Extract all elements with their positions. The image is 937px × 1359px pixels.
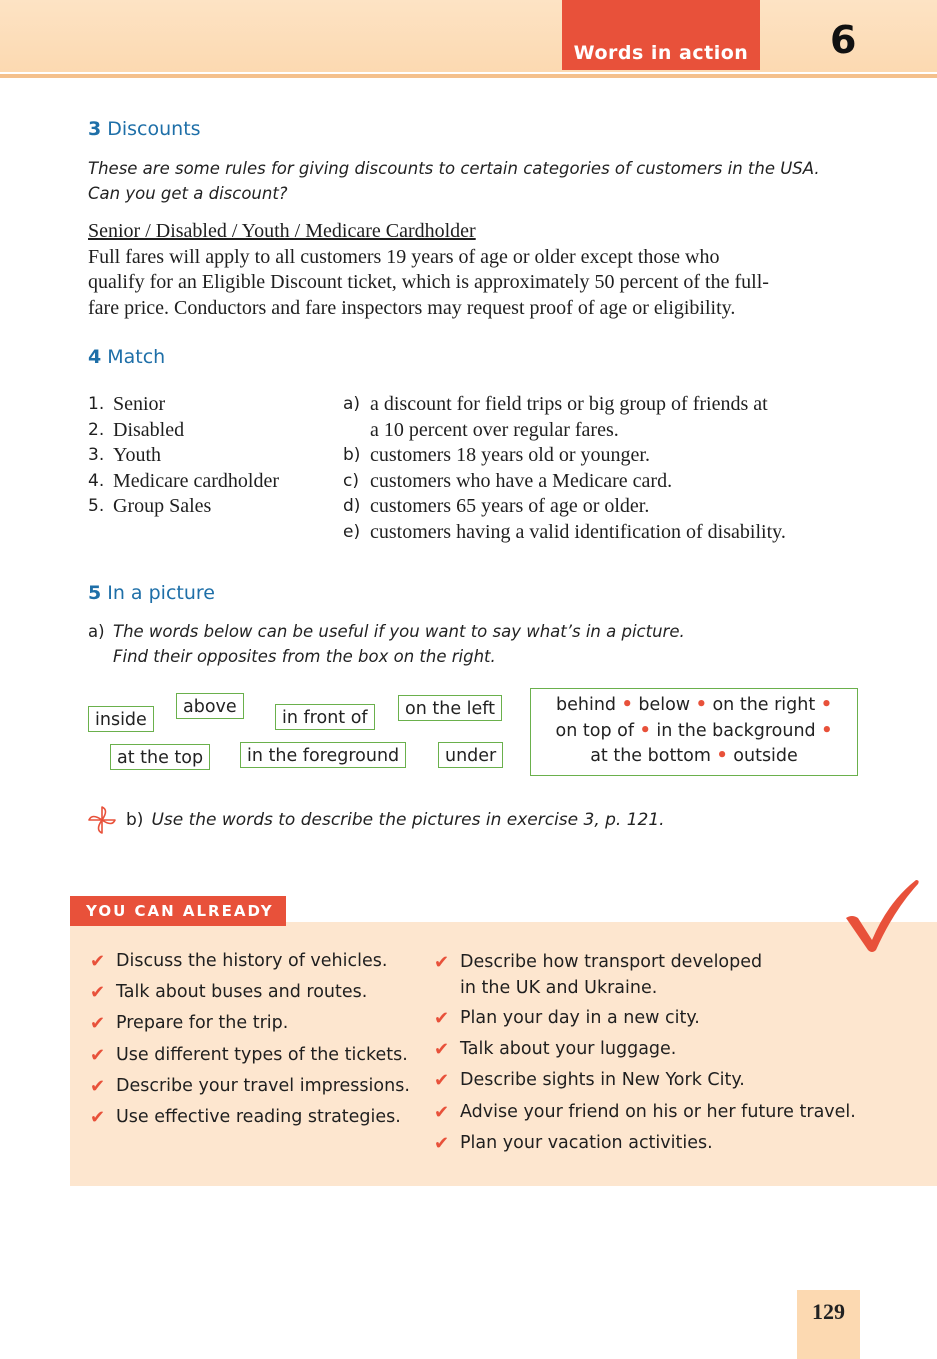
exercise-number: 3 bbox=[88, 118, 102, 140]
list-item bbox=[434, 1006, 874, 1032]
checkmark-icon: ✔ bbox=[90, 1044, 106, 1066]
list-item bbox=[434, 1068, 874, 1094]
skill-text: Use different types of the tickets. bbox=[116, 1044, 408, 1065]
skill-text bbox=[460, 950, 762, 1001]
item-label: 2. bbox=[88, 419, 105, 440]
match-right-list bbox=[343, 392, 883, 545]
bullet-icon: • bbox=[639, 720, 651, 741]
pinwheel-icon bbox=[86, 804, 118, 836]
word-box: in front of bbox=[275, 704, 375, 730]
skill-text: Plan your vacation activities. bbox=[460, 1132, 713, 1153]
item-label: d) bbox=[343, 496, 361, 516]
checkmark-icon: ✔ bbox=[90, 1106, 106, 1128]
exercise-3-intro bbox=[88, 156, 820, 206]
item-text: customers 65 years of age or older. bbox=[370, 495, 650, 517]
skill-text: Plan your day in a new city. bbox=[460, 1008, 700, 1028]
list-item bbox=[88, 392, 328, 418]
instruction-line: The words below can be useful if you want to say what’s in a picture. bbox=[113, 622, 685, 641]
checkmark-icon: ✔ bbox=[434, 1039, 450, 1061]
match-left-list bbox=[88, 392, 328, 520]
intro-line: These are some rules for giving discounts to certain categories of customers in the USA. bbox=[88, 159, 820, 178]
checkmark-icon: ✔ bbox=[434, 1008, 450, 1029]
list-item bbox=[90, 980, 430, 1006]
item-text: Senior bbox=[113, 393, 166, 415]
header-band bbox=[0, 0, 937, 72]
list-item bbox=[88, 494, 328, 520]
list-item bbox=[88, 469, 328, 495]
opposites-box bbox=[530, 688, 858, 776]
list-item bbox=[88, 418, 328, 444]
exercise-5-heading bbox=[88, 582, 215, 604]
list-item bbox=[434, 1131, 874, 1157]
bullet-icon: • bbox=[621, 695, 633, 715]
item-label: a) bbox=[88, 622, 105, 641]
list-item bbox=[343, 418, 883, 444]
section-tab bbox=[562, 0, 760, 70]
list-item bbox=[343, 469, 883, 495]
item-text: customers who have a Medicare card. bbox=[370, 469, 673, 492]
instruction-text: Use the words to describe the pictures in exercise 3, p. 121. bbox=[151, 810, 665, 830]
opposite-word: on the right bbox=[712, 695, 816, 715]
word-box: in the foreground bbox=[240, 742, 406, 768]
skill-text: Talk about buses and routes. bbox=[116, 982, 368, 1003]
bullet-icon: • bbox=[695, 695, 707, 715]
exercise-number: 5 bbox=[88, 582, 102, 604]
list-item bbox=[343, 392, 883, 418]
checkmark-icon: ✔ bbox=[434, 1070, 450, 1092]
skill-text: Describe sights in New York City. bbox=[460, 1070, 745, 1091]
skills-list-left bbox=[90, 949, 430, 1136]
list-item bbox=[90, 1043, 430, 1069]
exercise-5b-line bbox=[126, 810, 665, 830]
skill-text: Describe your travel impressions. bbox=[116, 1075, 410, 1096]
intro-line: Can you get a discount? bbox=[88, 184, 288, 203]
opposite-word: outside bbox=[733, 746, 798, 766]
list-item bbox=[90, 1074, 430, 1100]
exercise-title: Match bbox=[107, 346, 166, 368]
checkmark-icon: ✔ bbox=[434, 1132, 450, 1154]
exercise-number: 4 bbox=[88, 346, 102, 368]
rule-title: Senior / Disabled / Youth / Medicare Cardholder bbox=[88, 220, 476, 242]
section-title: Words in action bbox=[573, 42, 749, 64]
list-item bbox=[434, 950, 874, 1001]
skill-text-line: Describe how transport developed bbox=[460, 952, 763, 972]
header-rule bbox=[0, 74, 937, 78]
item-text: customers 18 years old or younger. bbox=[370, 444, 650, 466]
list-item bbox=[90, 949, 430, 975]
skill-text: Talk about your luggage. bbox=[460, 1039, 677, 1060]
chapter-number: 6 bbox=[830, 18, 857, 62]
bullet-icon: • bbox=[821, 720, 833, 741]
item-label: b) bbox=[126, 810, 144, 830]
word-box: above bbox=[176, 693, 244, 719]
item-text: customers having a valid identification of disability. bbox=[370, 520, 786, 543]
exercise-4-heading bbox=[88, 346, 165, 368]
you-can-already-title: YOU CAN ALREADY bbox=[70, 896, 286, 926]
skill-text: Discuss the history of vehicles. bbox=[116, 951, 388, 971]
checkmark-icon: ✔ bbox=[90, 982, 106, 1004]
discount-rules bbox=[88, 219, 878, 321]
skill-text: Advise your friend on his or her future travel. bbox=[460, 1101, 856, 1122]
list-item bbox=[343, 520, 883, 546]
list-item bbox=[90, 1011, 430, 1037]
bullet-icon: • bbox=[716, 746, 728, 766]
checkmark-icon: ✔ bbox=[90, 951, 106, 972]
list-item bbox=[343, 494, 883, 520]
list-item bbox=[434, 1037, 874, 1063]
skill-text-line: in the UK and Ukraine. bbox=[460, 977, 658, 998]
list-item bbox=[88, 443, 328, 469]
checkmark-icon: ✔ bbox=[434, 952, 450, 973]
exercise-title: In a picture bbox=[107, 582, 215, 604]
instruction-line: Find their opposites from the box on the right. bbox=[113, 647, 496, 666]
rule-line: qualify for an Eligible Discount ticket, which is approximately 50 percent of the full- bbox=[88, 271, 769, 293]
exercise-3-heading bbox=[88, 118, 201, 140]
item-text: Medicare cardholder bbox=[113, 469, 280, 492]
item-label: 4. bbox=[88, 470, 105, 491]
word-box: at the top bbox=[110, 744, 210, 770]
skill-text: Use effective reading strategies. bbox=[116, 1106, 401, 1127]
rule-line: fare price. Conductors and fare inspectors may request proof of age or eligibility. bbox=[88, 296, 736, 319]
item-label: 3. bbox=[88, 445, 105, 465]
item-label: a) bbox=[343, 394, 361, 414]
skills-list-right bbox=[434, 950, 874, 1162]
item-label: 5. bbox=[88, 496, 105, 516]
opposite-word: in the background bbox=[656, 720, 816, 741]
list-item bbox=[343, 443, 883, 469]
list-item bbox=[434, 1100, 874, 1126]
word-box: inside bbox=[88, 706, 154, 732]
checkmark-icon: ✔ bbox=[90, 1013, 106, 1035]
item-label bbox=[343, 418, 370, 444]
exercise-5a-instructions bbox=[88, 619, 685, 669]
rule-line: Full fares will apply to all customers 19 years of age or older except those who bbox=[88, 245, 720, 268]
checkmark-icon: ✔ bbox=[434, 1101, 450, 1123]
opposite-word: below bbox=[638, 695, 691, 715]
checkmark-icon: ✔ bbox=[90, 1075, 106, 1097]
checkmark-icon bbox=[838, 874, 922, 958]
opposite-word: behind bbox=[555, 695, 617, 715]
item-text: Disabled bbox=[113, 418, 185, 441]
opposite-word: on top of bbox=[555, 720, 635, 741]
item-label: b) bbox=[343, 445, 361, 465]
item-text: a 10 percent over regular fares. bbox=[370, 418, 619, 441]
word-box: under bbox=[438, 742, 503, 768]
item-label: c) bbox=[343, 470, 359, 491]
item-text: Group Sales bbox=[113, 495, 212, 517]
opposite-word: at the bottom bbox=[590, 746, 711, 766]
item-text: Youth bbox=[113, 444, 161, 466]
bullet-icon: • bbox=[820, 695, 832, 715]
exercise-title: Discounts bbox=[107, 118, 201, 140]
list-item bbox=[90, 1105, 430, 1131]
item-label: 1. bbox=[88, 394, 105, 414]
item-label: e) bbox=[343, 521, 361, 542]
item-text: a discount for field trips or big group of friends at bbox=[370, 393, 768, 415]
skill-text: Prepare for the trip. bbox=[116, 1013, 289, 1034]
word-box: on the left bbox=[398, 695, 502, 721]
page-number: 129 bbox=[797, 1290, 860, 1359]
